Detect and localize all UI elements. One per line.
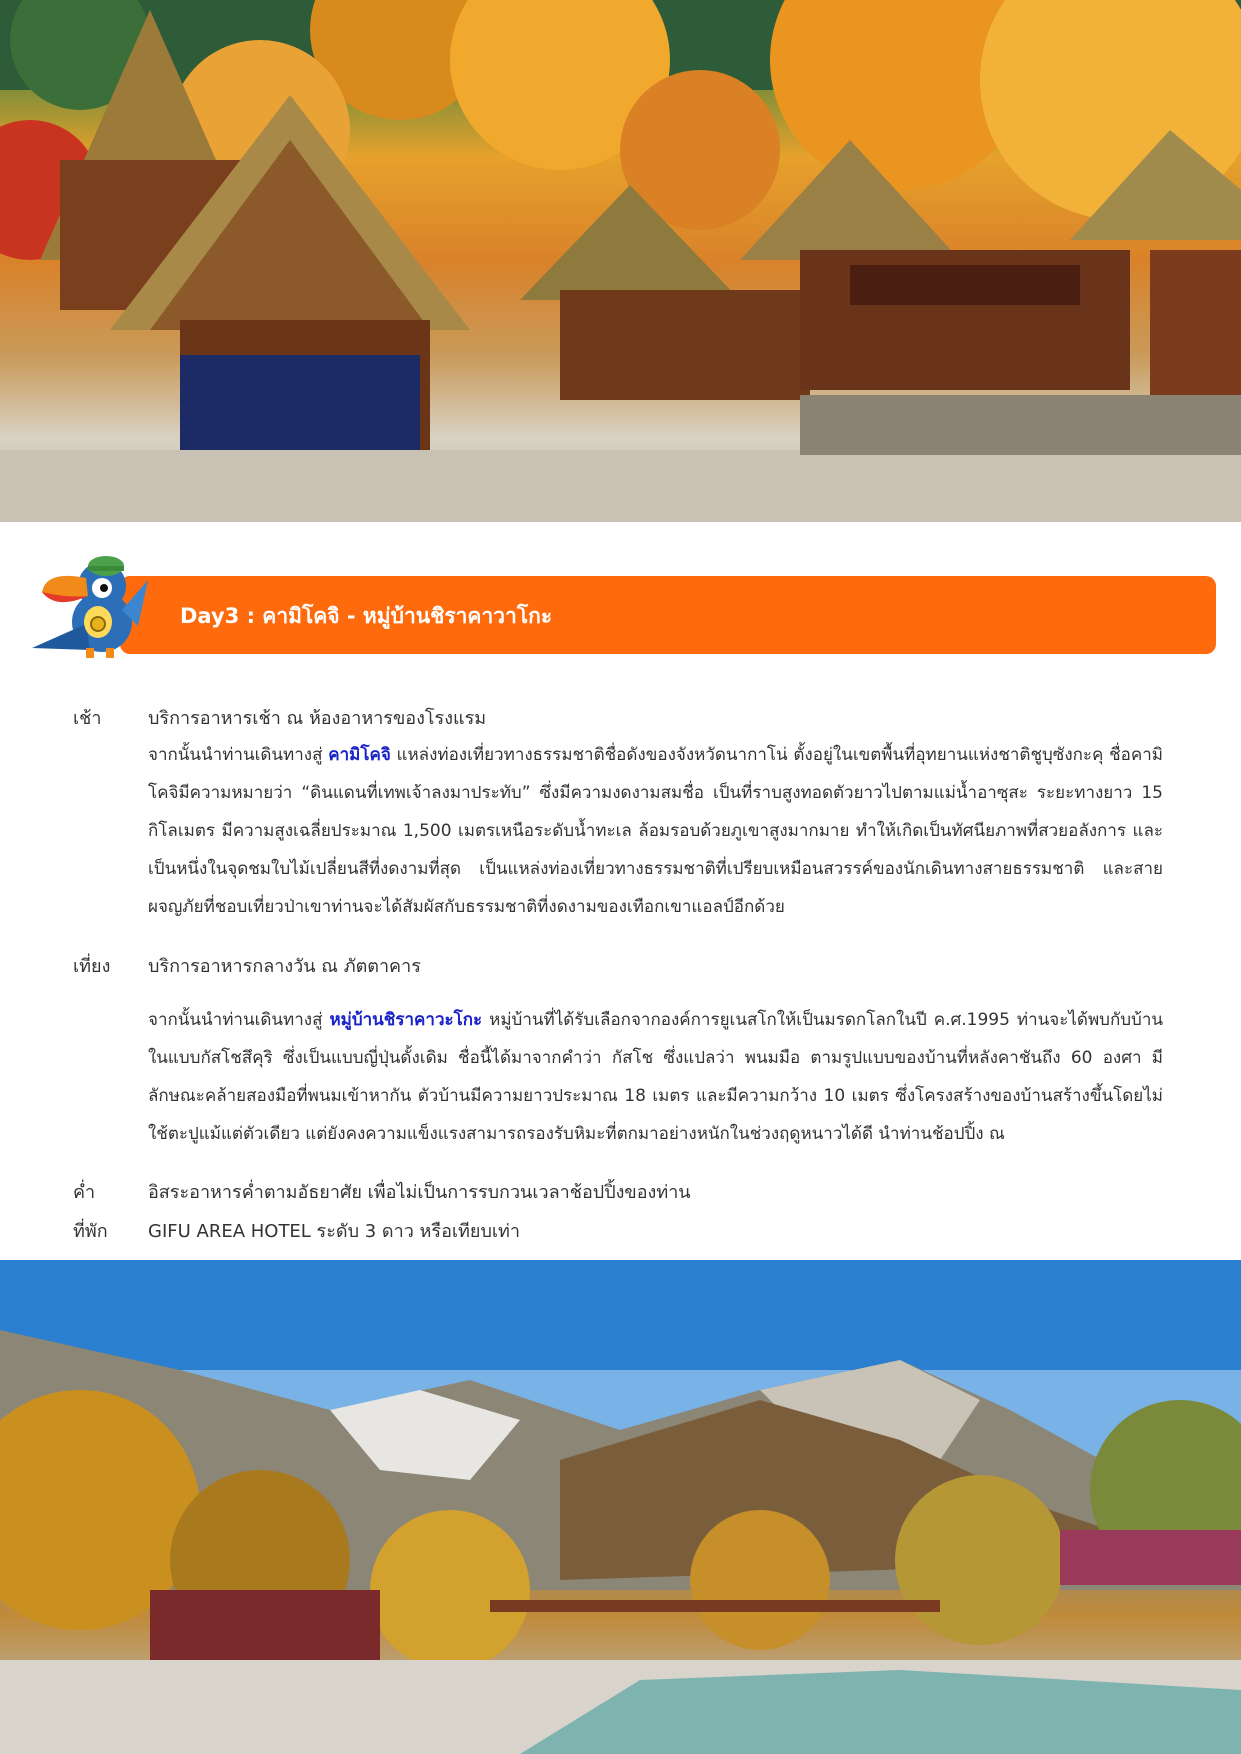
meal-text-morning: บริการอาหารเช้า ณ ห้องอาหารของโรงแรม (148, 708, 487, 729)
meal-label-evening: ค่ำ (73, 1182, 96, 1203)
paragraph-body: แหล่งท่องเที่ยวทางธรรมชาติชื่อดังของจังหวัดนากาโน่ ตั้งอยู่ในเขตพื้นที่อุทยานแห่งชาติชูบุซังกะคุ ชื่อคามิโคจิมีความหมายว่า “ดินแดนที่เทพเจ้าลงมาประทับ” ซึ่งมีความงดงามสมชื่อ เป็นที่ราบสูงทอดตัวยาวไปตามแม่น้ำอาซุสะ ระยะทางยาว 15 กิโลเมตร มีความสูงเฉลี่ยประมาณ 1,500 เมตรเหนือระดับน้ำทะเล ล้อมรอบด้วยภูเขาสูงมากมาย ทำให้เกิดเป็นทัศนียภาพที่สวยอลังการ และเป็นหนึ่งในจุดชมใบไม้เปลี่ยนสีที่งดงามที่สุด เป็นแหล่งท่องเที่ยวทางธรรมชาติที่เปรียบเหมือนสวรรค์ของนักเดินทางสายธรรมชาติ และสายผจญภัยที่ชอบเที่ยวป่าเขาท่านจะได้สัมผัสกับธรรมชาติที่งดงามของเทือกเขาแอลป์อีกด้วย (148, 745, 1164, 917)
day-header-bar (120, 576, 1216, 654)
place-name-shirakawago: หมู่บ้านชิราคาวะโกะ (329, 1010, 483, 1030)
kamikochi-photo (0, 1260, 1241, 1754)
hotel-text: GIFU AREA HOTEL ระดับ 3 ดาว หรือเทียบเท่า (148, 1221, 520, 1242)
place-name-kamikochi: คามิโคจิ (328, 745, 391, 765)
meal-text-noon: บริการอาหารกลางวัน ณ ภัตตาคาร (148, 956, 421, 977)
shirakawago-photo (0, 0, 1241, 522)
paragraph-intro: จากนั้นนำท่านเดินทางสู่ (148, 1010, 330, 1030)
hotel-label: ที่พัก (73, 1221, 108, 1242)
paragraph-kamikochi (148, 736, 1163, 926)
paragraph-body: หมู่บ้านที่ได้รับเลือกจากองค์การยูเนสโกให้เป็นมรดกโลกในปี ค.ศ.1995 ท่านจะได้พบกับบ้านในแบบกัสโชสึคุริ ซึ่งเป็นแบบญี่ปุ่นดั้งเดิม ชื่อนี้ได้มาจากคำว่า กัสโช ซึ่งแปลว่า พนมมือ ตามรูปแบบของบ้านที่หลังคาชันถึง 60 องศา มีลักษณะคล้ายสองมือที่พนมเข้าหากัน ตัวบ้านมีความยาวประมาณ 18 เมตร และมีความกว้าง 10 เมตร ซึ่งโครงสร้างของบ้านสร้างขึ้นโดยไม่ใช้ตะปูแม้แต่ตัวเดียว แต่ยังคงความแข็งแรงสามารถรองรับหิมะที่ตกมาอย่างหนักในช่วงฤดูหนาวได้ดี นำท่านช้อปปิ้ง ณ (148, 1010, 1163, 1144)
meal-label-morning: เช้า (73, 708, 102, 729)
paragraph-intro: จากนั้นนำท่านเดินทางสู่ (148, 745, 329, 765)
meal-text-evening: อิสระอาหารค่ำตามอัธยาศัย เพื่อไม่เป็นการรบกวนเวลาช้อปปิ้งของท่าน (148, 1182, 691, 1203)
toucan-mascot-icon (26, 552, 148, 662)
paragraph-shirakawago (148, 1001, 1163, 1153)
day-title: Day3 : คามิโคจิ - หมู่บ้านชิราคาวาโกะ (180, 604, 553, 628)
meal-label-noon: เที่ยง (73, 956, 111, 977)
